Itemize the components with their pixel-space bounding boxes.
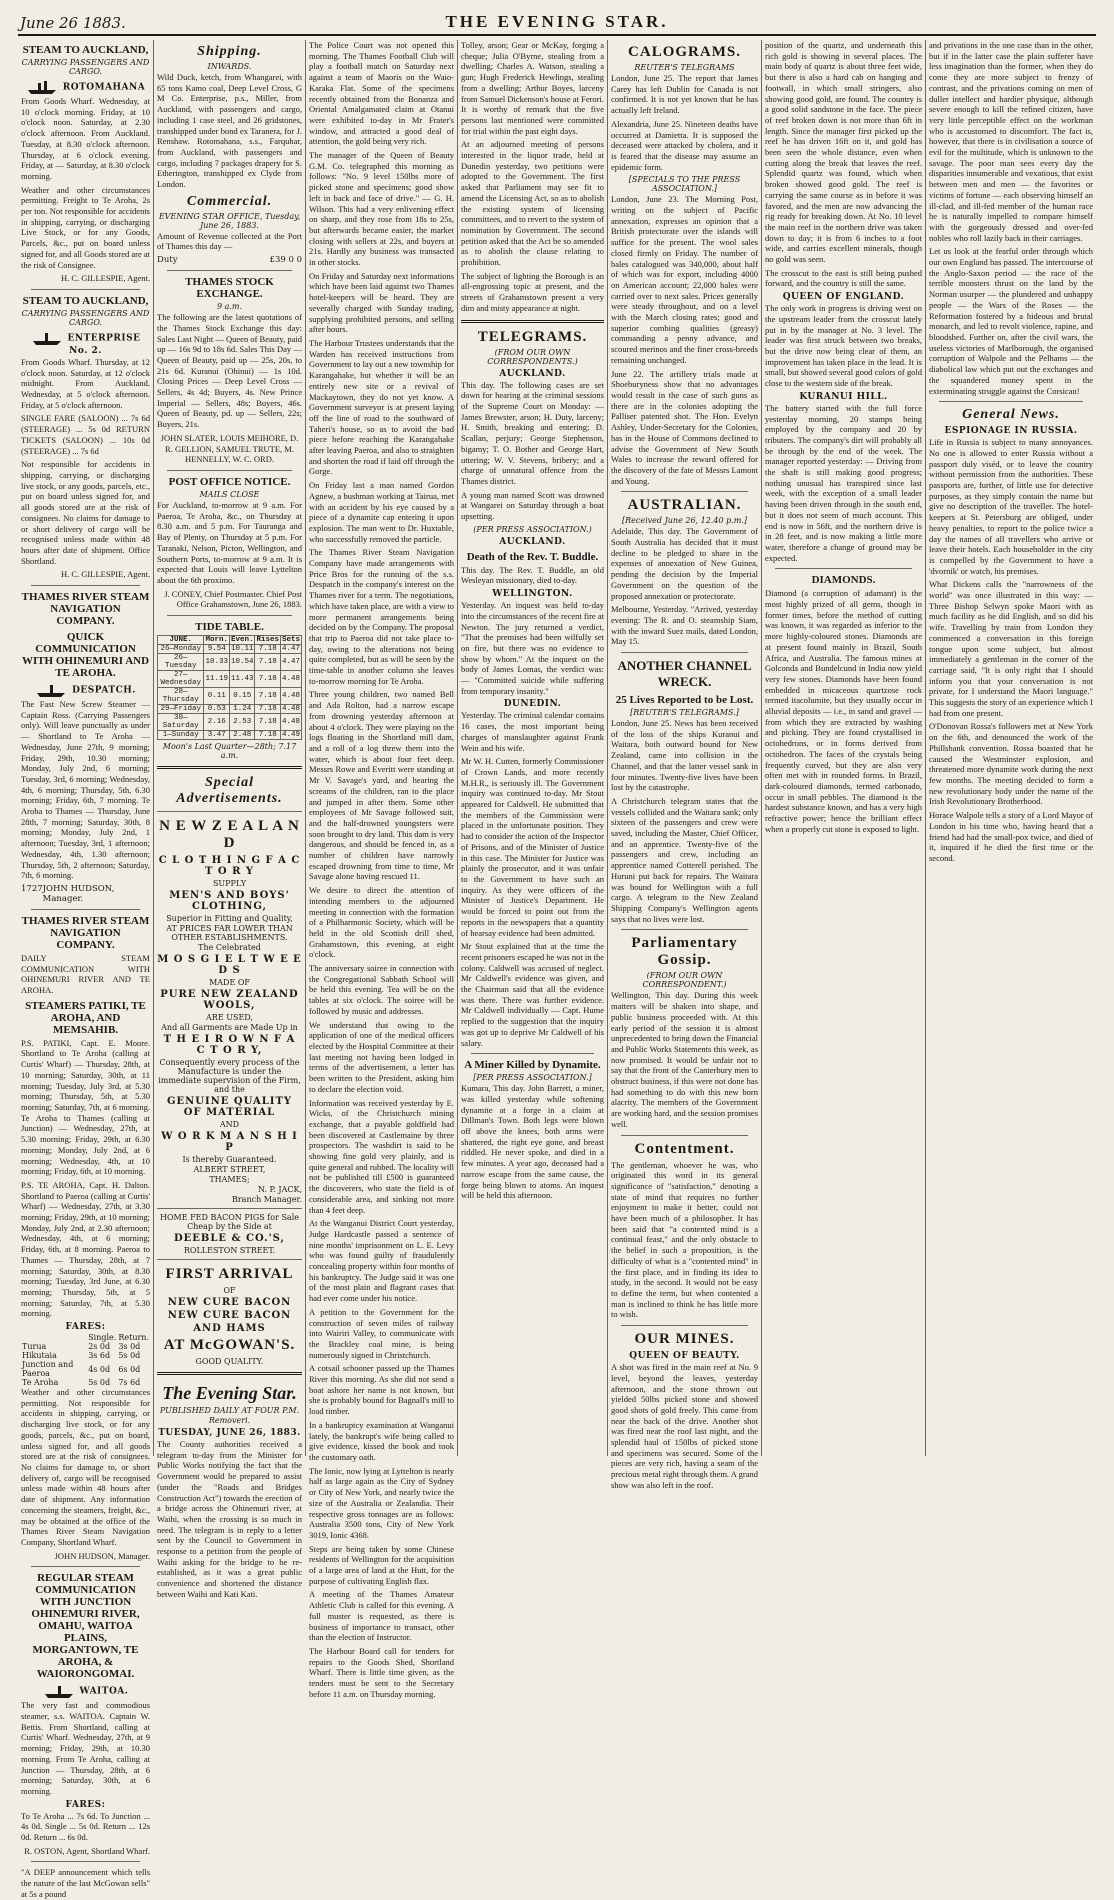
article-text: The Police Court was not opened this morning. The Thames Football Club will play a football match on Saturday next against a team of Maoris on the Waio-Karaka Flat. Some of the specimens recently obtained from the Bonanza and Oriental Amalgamated claim at Otanui were exhibited to-day in Mr Frater's window, and attracted a good deal of attention, the gold being very rich. [309, 40, 454, 147]
tide-table [157, 635, 302, 740]
article-text: Steps are being taken by some Chinese residents of Wellington for the acquisition of a large area of land at the Hutt, for the purpose of cultivating English flax. [309, 1543, 454, 1586]
steamer-icon [26, 79, 60, 95]
article-text: A shot was fired in the main reef at No. 9 level, beyond the leaves, yesterday afternoon, and the stone thrown out yielded 50lbs picked stone and showed good shots of gold freely. This came from near the back of the drive. Another shot was fired near the roof last night, and the splendid haul of 150lbs of picked stone and specimens was secured. Some of the pieces are very rich, having a seam of the precious metal right through them. A grand show was also left in the roof. [611, 1362, 758, 1490]
article-heading: Death of the Rev. T. Buddle. [466, 550, 599, 563]
signature: J. CONEY, Chief Postmaster. Chief Post Office Grahamstown, June 26, 1883. [164, 588, 302, 610]
ad-heading: THAMES RIVER STEAM NAVIGATION COMPANY. [21, 591, 150, 628]
issue-date: June 26 1883. [20, 14, 126, 32]
article-text: The Ionic, now lying at Lyttelton is nearly half as large again as the City of Sydney or City of New York, and nearly twice the size of the Australia or Zealandia. Their respective gross tonnages are as follows: Australia 3500 tons, City of New York 3019, Ionic 4368. [309, 1465, 454, 1540]
table-row: 26—Tuesday 10.33 10.54 7.18 4.47 [158, 654, 302, 671]
section-heading: Contentment. [634, 1140, 735, 1157]
table-row: 30—Saturday 2.16 2.53 7.18 4.48 [158, 714, 302, 731]
ad-heading: REGULAR STEAM COMMUNICATION WITH JUNCTION OHINEMURI RIVER, OMAHU, WAITOA PLAINS, MORGANTOWN, TE AROHA, & WAIORONGOMAI. [31, 1572, 140, 1681]
schedule-text: From Goods Wharf. Thursday, at 12 o'clock noon. Saturday, at 12 o'clock midnight. From Auckland. Wednesday, at 5 o'clock afternoon. Friday, at 5 o'clock afternoon. [21, 356, 150, 410]
article-text: Mr W. H. Cutten, formerly Commissioner of Crown Lands, and more recently M.H.R., is seriously ill. The Government inquiry was continued to-day. Mr Stout appeared for Caldwell. He submitted that the members of the Commission were placed in the unfortunate position. They had to consider the action of the Inspector of Prisons, and of the Minister of Justice in this case. The Minister for Justice was plainly the prosecutor, and it was unfair to the Government to have such an inquiry. As they were officers of the Minister of Justice's Department. He would be forced to point out from the reports in the newspapers that a quantity of hearsay evidence had been admitted. [461, 756, 604, 938]
column-3 [305, 40, 457, 1699]
table-row: 28—Thursday 0.11 0.15 7.18 4.48 [158, 688, 302, 705]
section-heading: CALOGRAMS. [628, 44, 741, 60]
schedule-text: P.S. TE AROHA, Capt. H. Dalton. Shortland to Paeroa (calling at Curtis' Wharf) — Wednesday, 27th, at 3.30 morning; Friday, 29th, at 10 morning; Monday, July 2nd, at 2.30 afternoon; Wednesday, 4th, at 6 morning; Friday, 6th, at 8 morning. Paeroa to Thames — Thursday, 28th, at 7 morning; Saturday, 30th, at 8.30 morning; Tuesday, 3rd June, at 6.30 morning; Thursday, 5th, at 5 morning; Saturday, 7th, at 5.30 morning. [21, 1179, 150, 1319]
article-subheading: ESPIONAGE IN RUSSIA. [944, 426, 1078, 437]
section-heading: Commercial. [186, 193, 273, 209]
schedule-text: From Goods Wharf. Wednesday, at 10 o'clock morning. Friday, at 10 o'clock noon. Saturday, at 2.30 o'clock afternoon. From Auckland. Tuesday, at 8.30 o'clock afternoon. Thursday, at 6 o'clock evening. Friday, at — Saturday, at 8.30 o'clock morning. [21, 96, 150, 181]
article-text: This day. The following cases are set down for hearing at the criminal sessions of the Supreme Court on Monday: — James Brewster, arson; H. Duty, larceny; H. Smith, breaking and entering; D. Scallan, perjury; George Stephenson, bigamy; T. O. Bother and George Hart, uttering; W. V. Stevens, bribery; and a charge of unnatural offence from the Thames district. [461, 379, 604, 486]
editorial-masthead: The Evening Star. [162, 1383, 297, 1404]
article-text: Amount of Revenue collected at the Port of Thames this day — [157, 230, 302, 252]
steamer-icon [43, 1683, 77, 1699]
article-text: At an adjourned meeting of persons interested in the liquor trade, held at Dunedin yesterday, two petitions were adopted to the Government. The first asked that Parliament may see fit to amend the Licensing Act, so as to abolish the existing system of licensing committees, and to revert to the system of nomination by Government. The second petition asked that the Act be so amended as to abolish the clause relating to prohibition. [461, 139, 604, 268]
article-text: The only work in progress is driving west on the upstream leader from the crosscut lately put in by the manager at No. 3 level. The leader was first struck between two breaks, but the drive now being clear of them, an improvement has taken place in the lead. It is small, but showed several good colors of gold close to the western side of the break. [765, 303, 922, 389]
mine-name: QUEEN OF BEAUTY. [629, 1351, 740, 1362]
article-text: The Harbour Trustees understands that the Warden has received instructions from Government to lay out a new township for Karangahake, but whether it will be an entirely new site or a revival of Mackaytown, they do not yet know. A Government surveyor is at present laying off the line of road to the southward of Taheri's house, so as to avoid the bad piece before reaching the Karangahake after leaving Paeroa, and also to straighten and shorten the road if laid off through the Gorge. [309, 337, 454, 477]
article-text: Yesterday. An inquest was held to-day into the circumstances of the recent fire at Newton. The jury returned a verdict, "That the premises had been wilfully set on fire, but there was no evidence to show by whom." At the inquest on the body of James Lomas, the verdict was: — "Committed suicide while suffering from temporary insanity." [461, 600, 604, 696]
article-text: At the Wanganui District Court yesterday, Judge Hardcastle passed a sentence of nine months' imprisonment on L. E. Levy who was found guilty of fraudulently concealing property within four months of his bankruptcy. The Judge said it was one of the most plain and flagrant cases that had ever come under his notice. [309, 1218, 454, 1304]
editorial-motto: Removeri. [208, 1416, 251, 1426]
article-text: This day. The Rev. T. Buddle, an old Wesleyan missionary, died to-day. [461, 564, 604, 586]
section-heading: Special Advertisements. [176, 775, 283, 807]
column-2 [153, 40, 305, 1599]
section-heading: POST OFFICE NOTICE. [168, 475, 291, 488]
brokers-list: JOHN SLATER, LOUIS MEIHORE, D. R. GELLION, SAMUEL TRUTE, M. HENNELLY, W. C. ORD. [160, 432, 299, 465]
dateline-place: DUNEDIN. [503, 699, 562, 710]
column-4 [457, 40, 607, 1456]
article-text: The crosscut to the east is still being pushed forward, and the country is still the same. [765, 267, 922, 289]
table-row: Single. Return. [88, 1333, 149, 1343]
signature: R. OSTON, Agent, Shortland Wharf. [24, 1845, 150, 1856]
section-heading: Shipping. [197, 44, 262, 59]
article-text: What Dickens calls the "narrowness of the world" was once illustrated in this way: — Three Bishop Selwyn spoke Maori with as much facility as he did English, and so did his wife. Travelling by train from London they commenced a conversation in this foreign tongue upon some subject, but almost immediately a gentleman in the corner of the carriage said, "It is only right that I should inform you that your conversation is not private, for I understand the Maori language." This suggests the story of an experience which I had from one present. [929, 579, 1093, 718]
fares-text: SINGLE FARE (SALOON) ... 7s 6d (STEERAGE) ... 5s 0d RETURN TICKETS (SALOON) ... 10s 0d (STEERAGE) ... 7s 6d [21, 413, 150, 456]
fares-heading: FARES: [65, 1799, 106, 1810]
signature: H. C. GILLESPIE, Agent. [60, 273, 150, 284]
article-heading: A Miner Killed by Dynamite. [464, 1059, 601, 1072]
article-text: The manager of the Queen of Beauty G.M. Co. telegraphed this morning as follows: "No. 9 level 150lbs more of picked stone and specimens; good show left in back and face of drive." — G. H. Wilson. This had a very enlivening effect on sharp, and they rose from 18s to 25s, but afterwards became easier, the market closing with sellers at 22s, and buyers at 21s. Hardly any business was transacted in other stocks. [309, 150, 454, 268]
clothing-factory-ad: N E W Z E A L A N D C L O T H I N G F A C T O R Y SUPPLY MEN'S AND BOYS' CLOTHING, Superior in Fitting and Quality, AT PRICES FAR LOWER THAN OTHER ESTABLISHMENTS. The Celebrated M O S G I E L T W E E D S MADE OF PURE NEW ZEALAND WOOLS, ARE USED, And all Garments are Made Up in T H E I R O W N F A C T O R Y, Consequently every process of the Manufacture is under the immediate supervision of the Firm, and the GENUINE QUALITY OF MATERIAL AND W O R K M A N S H I P Is thereby Guaranteed. ALBERT STREET, THAMES; N. P. JACK, Branch Manager. [157, 811, 302, 1204]
article-text: Kumara, This day. John Barrett, a miner, was killed yesterday while softening dynamite at a forge in a claim at Dillman's Town. Both legs were blown off above the knees, both arms were shattered, the right eye gone, and breast riddled. He never spoke, and died in a few minutes. A year ago, deceased had a narrow escape from the same cause, the forge being blown to atoms. An inquest will be held this afternoon. [461, 1083, 604, 1201]
article-text: and privations in the one case than in the other, but if in the latter case the plain sufferer have less imagination than the former, when they do come they are more subject to frenzy of contrast, and the privations coming on men of duller intellect and hardier physique, although severe enough to kill the refined citizen, have very little perceptible effect on the workman who is accustomed to discomfort. The fact is, however, that there is in civilisation a source of evil for the multitude, which is unknown to the savage. The poor man sees every day the disparities innumerable and vexatious, that exist between men and men — the favorites or victims of fortune — each observing himself an ill-clad, and ill-fed member of the human race he is naturally impelled to compare himself with the gorgeously dressed and over-fed nobles who roll lazily back in their carriages. [929, 40, 1093, 243]
section-heading: Parliamentary Gossip. [631, 935, 738, 969]
section-subheading: [SPECIALS TO THE PRESS ASSOCIATION.] [628, 175, 741, 194]
paper-title: THE EVENING STAR. [445, 12, 669, 31]
section-subheading: MAILS CLOSE [199, 489, 260, 499]
table-header: JUNE. Morn. Even. Rises Sets [158, 636, 302, 645]
article-text: O'Donovan Rossa's followers met at New York on the 6th, and denounced the work of the Phillsbank convention. Rossa boasted that he caused the Westminster explosion, and threatened more dynamite work during the next few months. The meeting decided to form a new revolutionary body under the name of the Irish Revolutionary Brotherhood. [929, 721, 1093, 807]
article-text: The Thames River Steam Navigation Company have made arrangements with Price Bros for the running of the s.s. Despatch in the company's interest on the Thames river for a term. The negotiations, which have taken place, are with a view to more permanent arrangements being decided on by the Company. The proposal that trip to Paeroa did not take place to-day, owing to the alterations not being quite completed, but as will be seen by the time-table in another column she leaves to-morrow morning for Te Aroha. [309, 547, 454, 686]
article-text: Information was received yesterday by E. Wicks, of the Christchurch mining exchange, that a payable goldfield had been discovered at Castlemaine by three prospectors. The washdirt is said to be showing fine gold very plainly, and is quite general and rubbed. The locality will not be published till £500 is guaranteed the discoverers, who state the field is of considerable area, and sinking not more than 4 feet deep. [309, 1097, 454, 1215]
article-text: We desire to direct the attention of intending members to the adjourned meeting in connection with the formation of a Philharmonic Society, which will be held in the old Scottish drill shed, Grahamstown, this evening, at eight o'clock. [309, 885, 454, 960]
article-text: On Friday and Saturday next informations which have been laid against two Thames hotel-keepers will be heard. They are severally charged with Sunday trading, supplying prohibited persons, and selling after hours. [309, 270, 454, 335]
section-heading: General News. [962, 407, 1060, 423]
article-text: Melbourne, Yesterday. "Arrived, yesterday evening: The R. and O. steamship Siam, with the inward Suez mails, dated London, May 15. [611, 604, 758, 647]
steamer-icon [31, 330, 65, 346]
notice-text: DAILY STEAM COMMUNICATION WITH OHINEMURI RIVER AND TE AROHA. [21, 952, 150, 996]
masthead [18, 12, 1096, 36]
table-row: 29—Friday 0.53 1.24 7.18 4.48 [158, 705, 302, 714]
editorial-dateline: TUESDAY, JUNE 26, 1883. [158, 1428, 301, 1439]
article-text: Diamond (a corruption of adamant) is the most highly prized of all gems, though in former times, before the method of cutting was known, it was regarded as inferior to the more highly-coloured stones. Diamonds are at present found mainly in Brazil, South Africa, and Australia. The famous mines at Golconda and Bundelcund in India now yield very few stones. Diamonds have been found embedded in micaceous quartzose rock termed itacolumite, but they usually occur in alluvial deposits — i.e., in sand and gravel — from which they are extracted by washing and picking. They are found crystallised in octohedrons, or in forms derived from octohedron. The faces of the crystals being frequently curved, but they are also very often met with in rounded forms. In Brazil, dark-coloured diamonds, termed carbonado, occur in small pebbles. The diamond is the hardest substance known, and has a very high refractive power; hence the brilliant effect when a properly cut stone is exposed to light. [765, 588, 922, 834]
section-heading: TELEGRAMS. [477, 328, 588, 345]
article-text: A petition to the Government for the construction of seven miles of railway into Wairiri Valley, to communicate with the Brackley coal mine, is being numerously signed in Christchurch. [309, 1306, 454, 1360]
section-subheading: (FROM OUR OWN CORRESPONDENTS.) [487, 347, 578, 366]
fares-text: To Te Aroha ... 7s 6d. To Junction ... 4s 0d. Single ... 5s 0d. Return ... 12s 0d. Return ... 6s 0d. [21, 1810, 150, 1843]
article-text: London, June 25. News has been received of the loss of the ships Kuranui and Waitara, both outward bound for New Zealand, came into collision in the Channel, and that the latter vessel sank in four minutes. Twenty-five lives have been lost by the catastrophe. [611, 718, 758, 793]
section-subheading: [Received June 26, 12.40 p.m.] [622, 516, 747, 526]
article-text: Alexandria, June 25. Nineteen deaths have occurred at Damietta. It is supposed the deceased were attacked by cholera, and it is feared that the disease may assume an epidemic form. [611, 118, 758, 172]
section-subheading: REUTER'S TELEGRAMS [634, 63, 735, 72]
ad-subheading: CARRYING PASSENGERS AND CARGO. [21, 308, 150, 327]
duty-line: Duty £39 0 0 [157, 255, 302, 266]
article-text: position of the quartz, and underneath this rich gold is showing in several places. The main body of quartz is about three feet wide, but there is also a hard cab on hanging and footwall, in which small stringers, also showing good gold, are found. The country is a good solid sandstone in the face. The piece of reef broken down is not more than 6ft in length. Since the manager first picked up the reef he has driven 16ft on it, and gold has been seen the whole distance, even when cutting along the break that leaves the reef. Splendid quartz was found, which when broken showed good gold. The reef is carrying the same course as in before it was favored, and the men are now advancing the rig ready for breaking down. At No. 10 level the main reef in the northern drive was taken down to day; it is from 6 inches to a foot wide, and carries excellent minerals, though no gold was seen. [765, 40, 922, 265]
article-text: We understand that owing to the application of one of the medical officers elected by the Hospital Committee at their last meeting not having been lodged in terms of the advertisement, a letter has been written to the President, asking him to declare the election void. [309, 1019, 454, 1094]
ad-heading: THAMES RIVER STEAM NAVIGATION COMPANY. [21, 914, 150, 951]
section-subheading: INWARDS. [207, 62, 252, 71]
article-text: Let us look at the fearful order through which our own England has passed. The intercourse of the Anglo-Saxon period — the race of the terrible monsters thrust on the land by the Norman usurper — the plundered and unhappy people — the Wars of the Roses — the Reformation fostered by a hideous and brutal monarch, and led to revolt violence, rapine, and bloodshed. Further on, after the civil wars, the useless victories of Marlborough, the organised corruption of Walpole and the Pelhams — the diabolical law which put out the exchanges and the squandered money spent in the exterminating struggle against the Corsican! [929, 246, 1093, 396]
section-subheading: [PER PRESS ASSOCIATION.] [473, 1073, 592, 1083]
dateline-place: WELLINGTON. [492, 589, 573, 600]
section-heading: AUSTRALIAN. [627, 497, 742, 514]
article-text: The County authorities received a telegram to-day from the Minister for Public Works notifying the fact that the Government would be prepared to assist (under the "Roads and Bridges Construction Act") towards the erection of a bridge across the Ohinemuri river, at Waihi, when the crossing is so much in need. The telegram is in reply to a letter sent by the Council to Government in response to a petition from the people of Waihi asking for the bridge to be re-established, as it was a great public convenience and shortened the distance between Waihi and Kati Kati. [157, 1439, 302, 1599]
dateline-place: AUCKLAND. [499, 536, 566, 547]
schedule-text: P.S. PATIKI, Capt. E. Moore. Shortland to Te Aroha (calling at Curtis' Wharf) — Thursday, 28th, at 10 morning; Saturday, 30th, at 11 morning; Tuesday, July 3rd, at 5.30 morning; Thursday, 5th, at 5.30 morning; Saturday, 7th, at 6 morning. Te Aroha to Thames (calling at Junction) — Wednesday, 27th, at 5.30 morning; Friday, 29th, at 6.30 morning; Monday, July 2nd, at 6 morning; Wednesday, 4th, at 10 morning; Friday, 6th, at 10 morning. [21, 1037, 150, 1177]
article-text: A Christchurch telegram states that the vessels collided and the Waitara sank; only sixteen of the passengers and crew were saved, including the Master, Chief Officer, and an apprentice. Twenty-five of the passengers and crew, including an apprentice named Cotterell perished. The Huruni put back for repairs. The Waitara was bound for Wellington with a full cargo. A telegram to the New Zealand Shipping Company's Wellington agents says that no lives were lost. [611, 795, 758, 924]
article-text: The gentleman, whoever he was, who originated this word in its general significance of "satisfaction," denoting a state of mind that requires no further enjoyment to make it better, could not have been much of a philosopher. It has been said that "a contented mind is a continual feast," and the only obstacle to the belief in such a proposition, is the difficulty of what is a "contented mind" in the first place, and in finding its idea to study, in the second. It would not be easy to define the term, but when contented a man is inclined to think he has little more to wish. [611, 1159, 758, 1320]
article-heading: ANOTHER CHANNEL WRECK. [617, 658, 752, 690]
editorial-subhead: PUBLISHED DAILY AT FOUR P.M. [159, 1406, 300, 1416]
article-text: The anniversary soiree in connection with the Congregational Sabbath School will be held this evening. Tea will be on the tables at six o'clock. The soiree will be followed by music and addresses. [309, 963, 454, 1016]
table-row: 1—Sunday 3.47 2.48 7.18 4.49 [158, 731, 302, 740]
article-text: June 22. The artillery trials made at Shoeburyness show that no advantages would result in the case of such guns as there are in the colonies adopting the Palliser patented shot. The Hon. Evelyn Ashley, Under-Secretary for the Colonies, has in the House of Commons declined to advise the Government of New South Wales to increase the reward offered for the discovery of the fate of Messrs Lamont and Young. [611, 368, 758, 486]
mine-name: KURANUI HILL. [799, 391, 888, 402]
article-text: In a bankruptcy examination at Wanganui lately, the bankrupt's wife being called to give evidence, kissed the book and took the customary oath. [309, 1419, 454, 1462]
tide-footnote: Moon's Last Quarter—28th; 7.17 a.m. [162, 742, 297, 761]
article-text: The following are the latest quotations of the Thames Stock Exchange this day: Sales Last Night — Queen of Beauty, paid up — 16s 9d to 18s 6d. Sales This Day — Queen of Beauty, paid up — 25s, 20s, to 21s 6d. Kuranui (Ohinui) — 1s 10d. Closing Prices — Deep Level Cross — Sellers, 4s 4d; Buyers, 4s. New Prince Imperial — Sellers, 48s; Buyers, 46s. Queen of Beauty, pd. up — Sellers, 22s; Buyers, 21s. [157, 312, 302, 430]
notice-text: Weather and other circumstances permitting. Freight to Te Aroha, 2s per ton. Not responsible for accidents in shipping, carrying, or discharging Live Stock, or for any Goods, Parcels, &c., put on board unless signed for, and all Goods stored are at the risk of Consignee. [21, 184, 151, 270]
article-text: A cotsail schooner passed up the Thames River this morning. As she did not send a boat ashore her name is not known, but she is probably bound for Bagnall's mill to load timber. [309, 1363, 454, 1417]
signature: JOHN HUDSON, Manager. [54, 1550, 150, 1561]
table-row: 26—Monday 9.54 10.11 7.18 4.47 [158, 645, 302, 654]
section-subheading: (FROM OUR OWN CORRESPONDENT.) [642, 971, 727, 990]
section-heading: THAMES STOCK EXCHANGE. [185, 276, 274, 301]
article-text: A meeting of the Thames Amateur Athletic Club is called for this evening. A full muster is requested, as there is business of importance to transact, other than the election of Instructor. [309, 1589, 454, 1643]
article-text: Yesterday. The criminal calendar contains 16 cases, the most important being charges of manslaughter against Frank Wein and his wife. [461, 710, 604, 753]
bacon-pigs-ad: HOME FED BACON PIGS for Sale Cheap by the Side at DEEBLE & CO.'S, ROLLESTON STREET. [157, 1208, 302, 1255]
section-heading: TIDE TABLE. [195, 621, 264, 634]
table-row: Junction and Paeroa 4s 0d 6s 0d [22, 1360, 141, 1379]
article-text: The subject of lighting the Borough is an all-engrossing topic at present, and the streets of Grahamstown present a very dim and misty appearance at night. [461, 270, 604, 313]
table-row: Te Aroha 5s 0d 7s 6d [22, 1378, 141, 1388]
signature-line: 1727 JOHN HUDSON, Manager. [21, 883, 115, 904]
section-subheading: EVENING STAR OFFICE, Tuesday, June 26, 1883. [158, 211, 301, 230]
article-text: Wild Duck, ketch, from Whangarei, with 65 tons Kamo coal, Deep Level Cross, G M Co. Enterprise, p.s., Miller, from Auckland, with passengers and cargo, including 1 case steel, and 26 gridstones, transhipped under bond ex Taranera, for J. Renshaw. Rotomahana, s.s., Farquhar, from Auckland, with passengers and cargo, including 7 packages drapery for S. Etherington, transhipped ex Clyde from London. [157, 72, 302, 190]
article-heading: 25 Lives Reported to be Lost. [615, 694, 754, 707]
article-text: Horace Walpole tells a story of a Lord Mayor of London in his time who, having heard that a friend had had the small-pox twice, and died of it, inquired if he died the first time or the second. [929, 810, 1093, 863]
section-subheading: 9 a.m. [216, 302, 243, 312]
ad-heading: STEAM TO AUCKLAND, [22, 294, 149, 307]
ad-heading: STEAMERS PATIKI, TE AROHA, AND MEMSAHIB. [25, 999, 146, 1036]
section-subheading: [REUTER'S TELEGRAMS.] [630, 708, 739, 718]
steamer-icon [35, 682, 69, 698]
column-7 [925, 40, 1096, 1456]
fares-heading: FARES: [65, 1322, 106, 1333]
section-subheading: (PER PRESS ASSOCIATION.) [473, 524, 592, 534]
table-row: 27—Wednesday 11.19 11.43 7.18 4.48 [158, 671, 302, 688]
notice-text: "A DEEP announcement which tells the nature of the last McGowan sells" at 5s a pound [21, 1867, 150, 1899]
article-text: On Friday last a man named Gordon Agnew, a bushman working at Tairua, met with an accident by his eye caused by a piece of a dynamite cap entering it upon explosion. The man went to Dr. Huxtable, who successfully removed the particle. [309, 480, 454, 544]
ship-name: WAITOA. [21, 1683, 150, 1699]
notice-text: Weather and other circumstances permitting. Not responsible for accidents in shipping, carrying, or discharging live stock, or for any goods, parcels, &c., put on board, unless signed for, and all goods stored are at the risk of consignees. No claims for damage to, or short delivery of, cargo will be recognised unless made within 48 hours after date of shipment. Any information concerning the steamers, freight, &c., may be obtained at the office of the Thames River Steam Navigation Company, Shortland Wharf. [21, 1387, 150, 1547]
column-1 [18, 40, 153, 1899]
article-text: The Harbour Board call for tenders for repairs to the Goods Shed, Shortland Wharf. There is little time given, as the tenders must be sent to the Secretary before 11 a.m. on Thursday morning. [309, 1645, 454, 1699]
fares-table [21, 1333, 150, 1387]
ship-name: ROTOMAHANA [21, 79, 150, 95]
ship-name: DESPATCH. [21, 682, 150, 698]
new-cure-bacon-ad: FIRST ARRIVAL OF NEW CURE BACON NEW CURE BACON AND HAMS AT McGOWAN'S. GOOD QUALITY. [157, 1259, 302, 1366]
notice-text: Not responsible for accidents in shipping, carrying, or discharging live stock, or any goods, parcels, etc., put on board unless signed for, and all goods stored are at the risk of consignees. No claims for damage to or short delivery of cargo will be recognised unless made within 48 hours after date of shipment. Office Shortland. [21, 459, 150, 566]
article-text: Three young children, two named Bell and Ada Rolton, had a narrow escape from drowning yesterday afternoon at about 4 o'clock. They were playing on the logs floating in the Shortland mill dam, and a roll of a log threw them into the water, which is about four feet deep. Messrs Rowe and Everitt were standing at Mr V. Savage's yard, and hearing the screams of the children, ran to the place and jumped in after them. Some other employees of Mr Savage followed suit, and the half-drowned youngsters were soon brought to dry land. This dam is very dangerous, and should be fenced in, as a number of children have narrowly escaped drowning from time to time, Mr Savage alone having rescued 11. [309, 689, 454, 882]
ship-name: ENTERPRISE No. 2. [21, 330, 150, 356]
article-text: London, June 25. The report that James Carey has left Dublin for Canada is not confirmed. It is not yet known that he has actually left Ireland. [611, 73, 758, 116]
ad-subheading: CARRYING PASSENGERS AND CARGO. [21, 58, 150, 76]
article-heading: DIAMONDS. [811, 574, 876, 587]
signature: H. C. GILLESPIE, Agent. [60, 569, 150, 580]
schedule-text: The very fast and commodious steamer, s.s. WAITOA. Captain W. Bettis. From Shortland, calling at Curtis' Wharf. Wednesday, 27th, at 9 morning; Friday, 29th, at 10.30 morning. From Te Aroha, calling at Junction — Thursday, 28th, at 6 morning; Saturday, 30th, at 6 morning. [21, 1700, 150, 1796]
column-6 [761, 40, 925, 1456]
mine-name: QUEEN OF ENGLAND. [782, 292, 905, 303]
section-heading: OUR MINES. [634, 1331, 735, 1348]
article-text: Life in Russia is subject to many annoyances. No one is allowed to enter Russia without a passport duly viséd, or to leave the country without permission from the authorities. These passports are, further, of little use for detective purposes, as they simply contain the name but give no description of the traveller. The hotel-keepers at St. Petersburg are obliged, under heavy penalties, to report to the police twice a day the names of all travellers who arrive or leave their hotels. Each householder in the city is compelled by the Government to have a 'dvornik' or watch, his premises. [929, 437, 1093, 576]
column-5 [607, 40, 761, 1490]
article-text: London, June 23. The Morning Post, writing on the subject of Pacific annexation, expresses an opinion that a British protectorate over the islands will suffice for the present. The wool sales closed firmly on Friday. The number of bales catalogued was 340,000, about half of which was for export, including 4000 on American account; 22,000 bales were carried over to next sales. Prices generally were steady throughout, and on a level with the March closing rates; good and superior combing qualities (greasy) commanding a penny advance, and scoured merinos and the finer cross-breeds remaining unchanged. [611, 194, 758, 365]
ad-heading: QUICK COMMUNICATION WITH OHINEMURI AND TE AROHA. [21, 631, 150, 680]
article-text: Wellington, This day. During this week matters will be shaken into shape, and public business proceeded with. At this early period of the session it is almost unprecedented to bring down the Financial and Public Works Statements this week, as now promised. It would be unfair not to say that the front of the Canterbury men to obstruct business, if this were not done has had something to do with this new born alacrity. The members of the Government are working hard, and the session promises well. [611, 990, 758, 1129]
article-text: A young man named Scott was drowned at Wangarei on Saturday through a boat upsetting. [461, 489, 604, 522]
table-row: Hikutaia 3s 6d 5s 0d [22, 1351, 141, 1361]
article-text: Mr Stout explained that at the time the recent prisoners escaped he was not in the colony. Caldwell was accused of neglect. Mr Caldwell's evidence was given, and the Chairman said that all the evidence was there. There was further evidence. Mr Caldwell individually — Capt. Hume replied to the suggestion that the inquiry was got up to deprive Mr Caldwell of his salary. [461, 941, 604, 1048]
ad-heading: STEAM TO AUCKLAND, [22, 44, 149, 56]
table-row: Turua 2s 0d 3s 0d [22, 1342, 141, 1352]
article-text: Adelaide, This day. The Government of South Australia has decided that it must decline to be pledged to share in the expenses of annexation of New Guinea, pending the decision by the Imperial Government on the question of the proposed annexation or protectorate. [611, 526, 758, 601]
article-text: Tolley, arson; Gear or McKay, forging a cheque; Julia O'Byrne, stealing from a dwelling; Charles A. Watson, stealing a gun; Hugh Frederick Hewlings, stealing from a dwelling; Arthur Boyes, larceny from Samuel Dickenson's house at Ferori. It is worthy of remark that the five persons last mentioned were committed for trial within the past eight days. [461, 40, 604, 136]
article-text: For Auckland, to-morrow at 9 a.m. For Paeroa, Te Aroha, &c., on Thursday at 8.30 a.m. and 5 p.m. For Tauranga and Bay of Plenty, on Thursday at 5 p.m. For Taranaki, Nelson, Picton, Wellington, and Southern Ports, to-morrow at 9 a.m. It is expected that Louis will leave Lyttelton about the 6th proximo. [157, 499, 302, 585]
dateline-place: AUCKLAND. [499, 368, 566, 379]
schedule-text: The Fast New Screw Steamer — Captain Ross. (Carrying Passengers only). Will leave punctually as under — Shortland to Te Aroha — Wednesday, June 27th, 9 morning; Friday, 29th, 10.30 morning; Monday, July 2nd, 6 morning; Tuesday, 3rd, 6 morning; Wednesday, 4th, 6 morning; Thursday, 5th, 6.30 morning; Friday, 6th, 7 morning. Te Aroha to Thames — Thursday, June 28th, 7 morning; Saturday, 30th, 8 morning; Monday, July 2nd, 1 afternoon; Tuesday, 3rd, 1 afternoon; Wednesday, 4th, 1.30 afternoon; Thursday, 5th, 2 afternoon; Saturday, 7th, 6 morning. [21, 699, 150, 881]
article-text: The battery started with the full force yesterday morning, 20 stamps being employed by the company and 20 by tributers. The company's dirt will probably all be through by the end of the week. The manager reported yesterday: — Driving from the shaft is still making good progress; nothing unusual has transpired since last week, with the exception of a small leader having been driven through in the south end, but it does not seem of much account. This end is now in 56ft, and the northern drive is in 28 feet, and is now making a little more water, therefore a change of ground may be expected. [765, 402, 922, 563]
